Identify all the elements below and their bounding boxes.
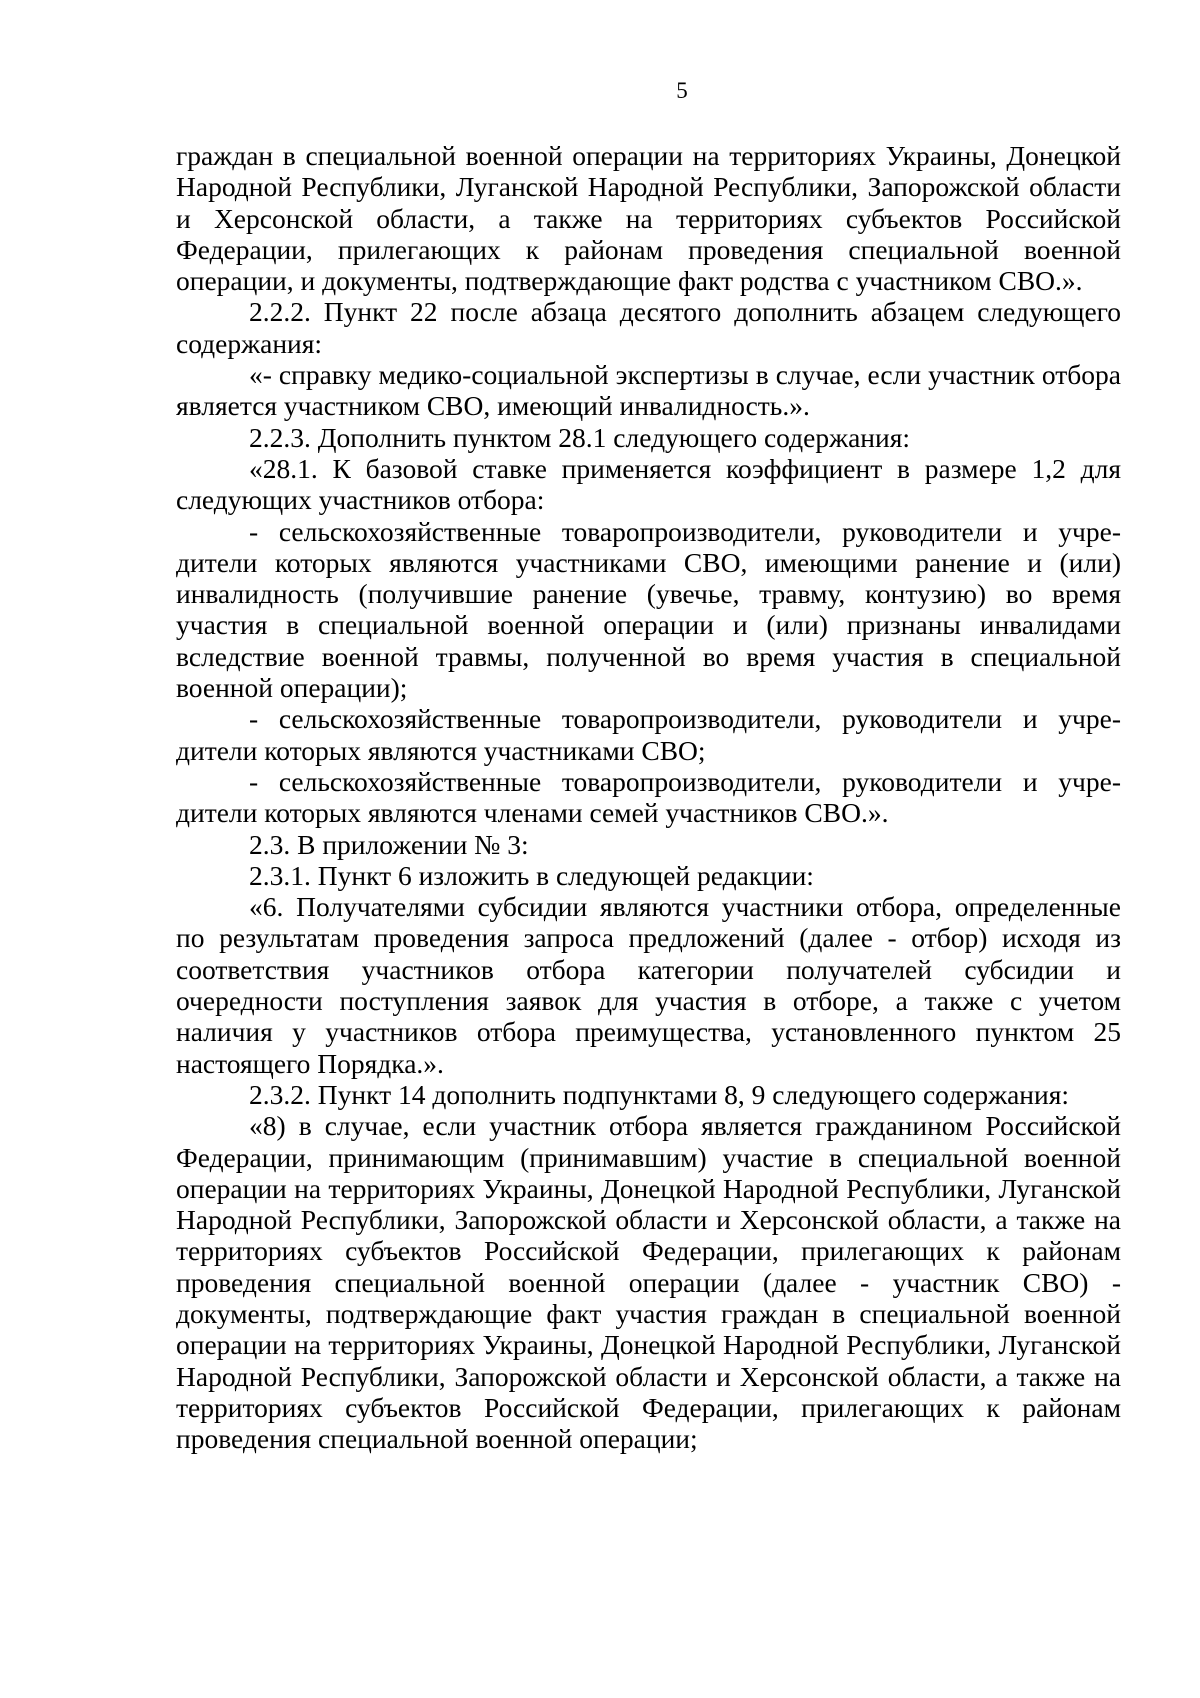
- paragraph-continuation: граждан в специальной военной операции на территориях Украины, Донецкой Народной Республики, Луганской Народной Республики, Запорожской области и Херсонской области, а также на территориях субъектов Российской Федерации, прилегающих к районам проведения специальной военной операции, и документы, подтверждающие факт родства с участником СВО.».: [176, 140, 1121, 297]
- paragraph-2-2-3: 2.2.3. Дополнить пунктом 28.1 следующего содержания:: [249, 421, 910, 453]
- paragraph-2-2-2: 2.2.2. Пункт 22 после абзаца десятого дополнить абзацем следующего содержания:: [176, 296, 1121, 359]
- paragraph-quote-mse: «- справку медико-социальной экспертизы в случае, если участник отбора является участником СВО, имеющий инвалидность.».: [176, 359, 1121, 422]
- page-number: 5: [676, 78, 688, 103]
- paragraph-2-3: 2.3. В приложении № 3:: [249, 828, 529, 860]
- list-item-family: - сельскохозяйственные товаропроизводители, руководители и учредители которых являются членами семей участников СВО.».: [176, 765, 1121, 829]
- paragraph-28-1: «28.1. К базовой ставке применяется коэффициент в размере 1,2 для следующих участников отбора:: [176, 452, 1121, 516]
- paragraph-quote-8: «8) в случае, если участник отбора является гражданином Российской Федерации, принимающим (принимавшим) участие в специальной военной операции на территориях Украины, Донецкой Народной Республики, Луганской Народной Республики, Запорожской области и Херсонской области, а также на территориях субъектов Российской Федерации, прилегающих к районам проведения специальной военной операции (далее - участник СВО) - документы, подтверждающие факт участия граждан в специальной военной операции на территориях Украины, Донецкой Народной Республики, Луганской Народной Республики, Запорожской области и Херсонской области, а также на территориях субъектов Российской Федерации, прилегающих к районам проведения специальной военной операции;: [176, 1110, 1121, 1455]
- document-body: [176, 140, 1121, 1454]
- paragraph-2-3-1: 2.3.1. Пункт 6 изложить в следующей редакции:: [249, 859, 814, 891]
- list-item-wounded: - сельскохозяйственные товаропроизводители, руководители и учредители которых являются участниками СВО, имеющими ранение и (или) инвалидность (получившие ранение (увечье, травму, контузию) во время участия в специальной военной операции и (или) признаны инвалидами вследствие военной травмы, полученной во время участия в специальной военной операции);: [176, 515, 1121, 704]
- paragraph-2-3-2: 2.3.2. Пункт 14 дополнить подпунктами 8, 9 следующего содержания:: [249, 1078, 1070, 1110]
- list-item-participants: - сельскохозяйственные товаропроизводители, руководители и учредители которых являются участниками СВО;: [176, 703, 1121, 766]
- paragraph-quote-6: «6. Получателями субсидии являются участники отбора, определенные по результатам проведения запроса предложений (далее - отбор) исходя из соответствия участников отбора категории получателей субсидии и очередности поступления заявок для участия в отборе, а также с учетом наличия у участников отбора преимущества, установленного пунктом 25 настоящего Порядка.».: [176, 891, 1121, 1079]
